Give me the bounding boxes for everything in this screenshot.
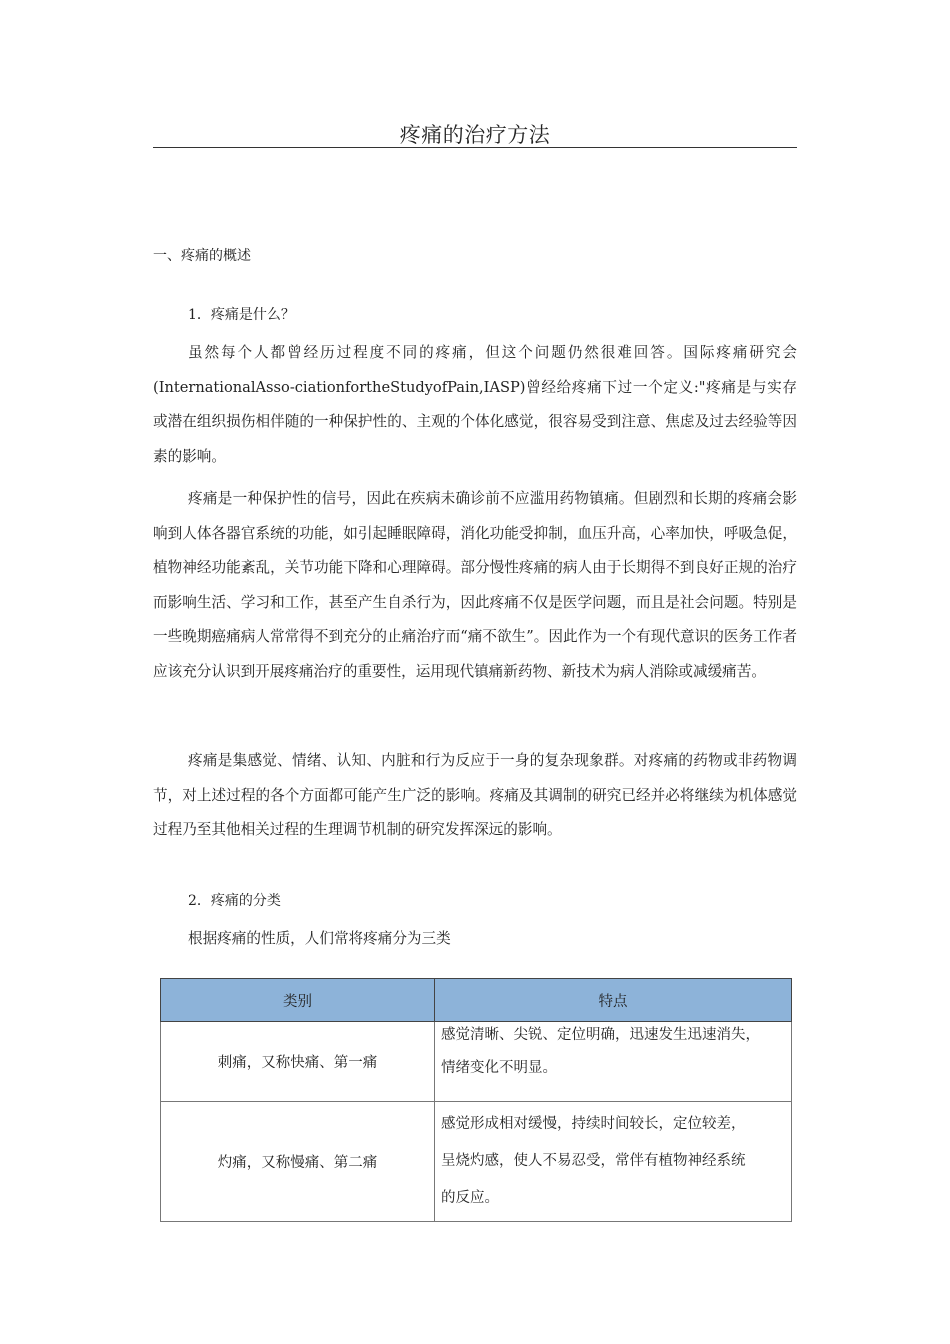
paragraph-three-types: 根据疼痛的性质，人们常将疼痛分为三类: [188, 930, 451, 947]
column-header-category: 类别: [161, 979, 435, 1022]
subheading-classification: 2．疼痛的分类: [188, 893, 281, 909]
pain-classification-table: [160, 978, 792, 1222]
subheading-what-is-pain: 1．疼痛是什么？: [188, 307, 295, 323]
paragraph-definition: 虽然每个人都曾经历过程度不同的疼痛，但这个问题仍然很难回答。国际疼痛研究会(InternationalAsso-ciationfortheStudyofPain,IASP)曾经给疼痛下过一个定义:"疼痛是与实存或潜在组织损伤相伴随的一种保护性的、主观的个体化感觉，很容易受到注意、焦虑及过去经验等因素的影响。: [153, 344, 797, 465]
section-heading-overview: 一、疼痛的概述: [153, 248, 251, 264]
page-title: 疼痛的治疗方法: [399, 123, 551, 147]
column-header-features: 特点: [435, 979, 792, 1022]
title-underline: [153, 147, 797, 148]
feature-line: 情绪变化不明显。: [441, 1060, 557, 1076]
features-cell: [435, 1022, 792, 1102]
paragraph-complex-phenomenon: 疼痛是集感觉、情绪、认知、内脏和行为反应于一身的复杂现象群。对疼痛的药物或非药物调节，对上述过程的各个方面都可能产生广泛的影响。疼痛及其调制的研究已经并必将继续为机体感觉过程乃至其他相关过程的生理调节机制的研究发挥深远的影响。: [153, 752, 797, 838]
table-header-row: [161, 979, 792, 1022]
category-cell: 灼痛，又称慢痛、第二痛: [161, 1102, 435, 1222]
feature-line: 感觉形成相对缓慢，持续时间较长，定位较差，: [441, 1116, 746, 1132]
feature-line: 感觉清晰、尖锐、定位明确，迅速发生迅速消失，: [441, 1027, 760, 1043]
table-row: [161, 1022, 792, 1102]
paragraph-protective-signal: 疼痛是一种保护性的信号，因此在疾病未确诊前不应滥用药物镇痛。但剧烈和长期的疼痛会影响到人体各器官系统的功能，如引起睡眠障碍，消化功能受抑制，血压升高，心率加快，呼吸急促，植物神经功能紊乱，关节功能下降和心理障碍。部分慢性疼痛的病人由于长期得不到良好正规的治疗而影响生活、学习和工作，甚至产生自杀行为，因此疼痛不仅是医学问题，而且是社会问题。特别是一些晚期癌痛病人常常得不到充分的止痛治疗而“痛不欲生”。因此作为一个有现代意识的医务工作者应该充分认识到开展疼痛治疗的重要性，运用现代镇痛新药物、新技术为病人消除或减缓痛苦。: [153, 490, 797, 680]
feature-line: 呈烧灼感，使人不易忍受，常伴有植物神经系统: [441, 1153, 746, 1169]
category-cell: 刺痛，又称快痛、第一痛: [161, 1022, 435, 1102]
features-cell: [435, 1102, 792, 1222]
table-row: [161, 1102, 792, 1222]
feature-line: 的反应。: [441, 1190, 499, 1206]
